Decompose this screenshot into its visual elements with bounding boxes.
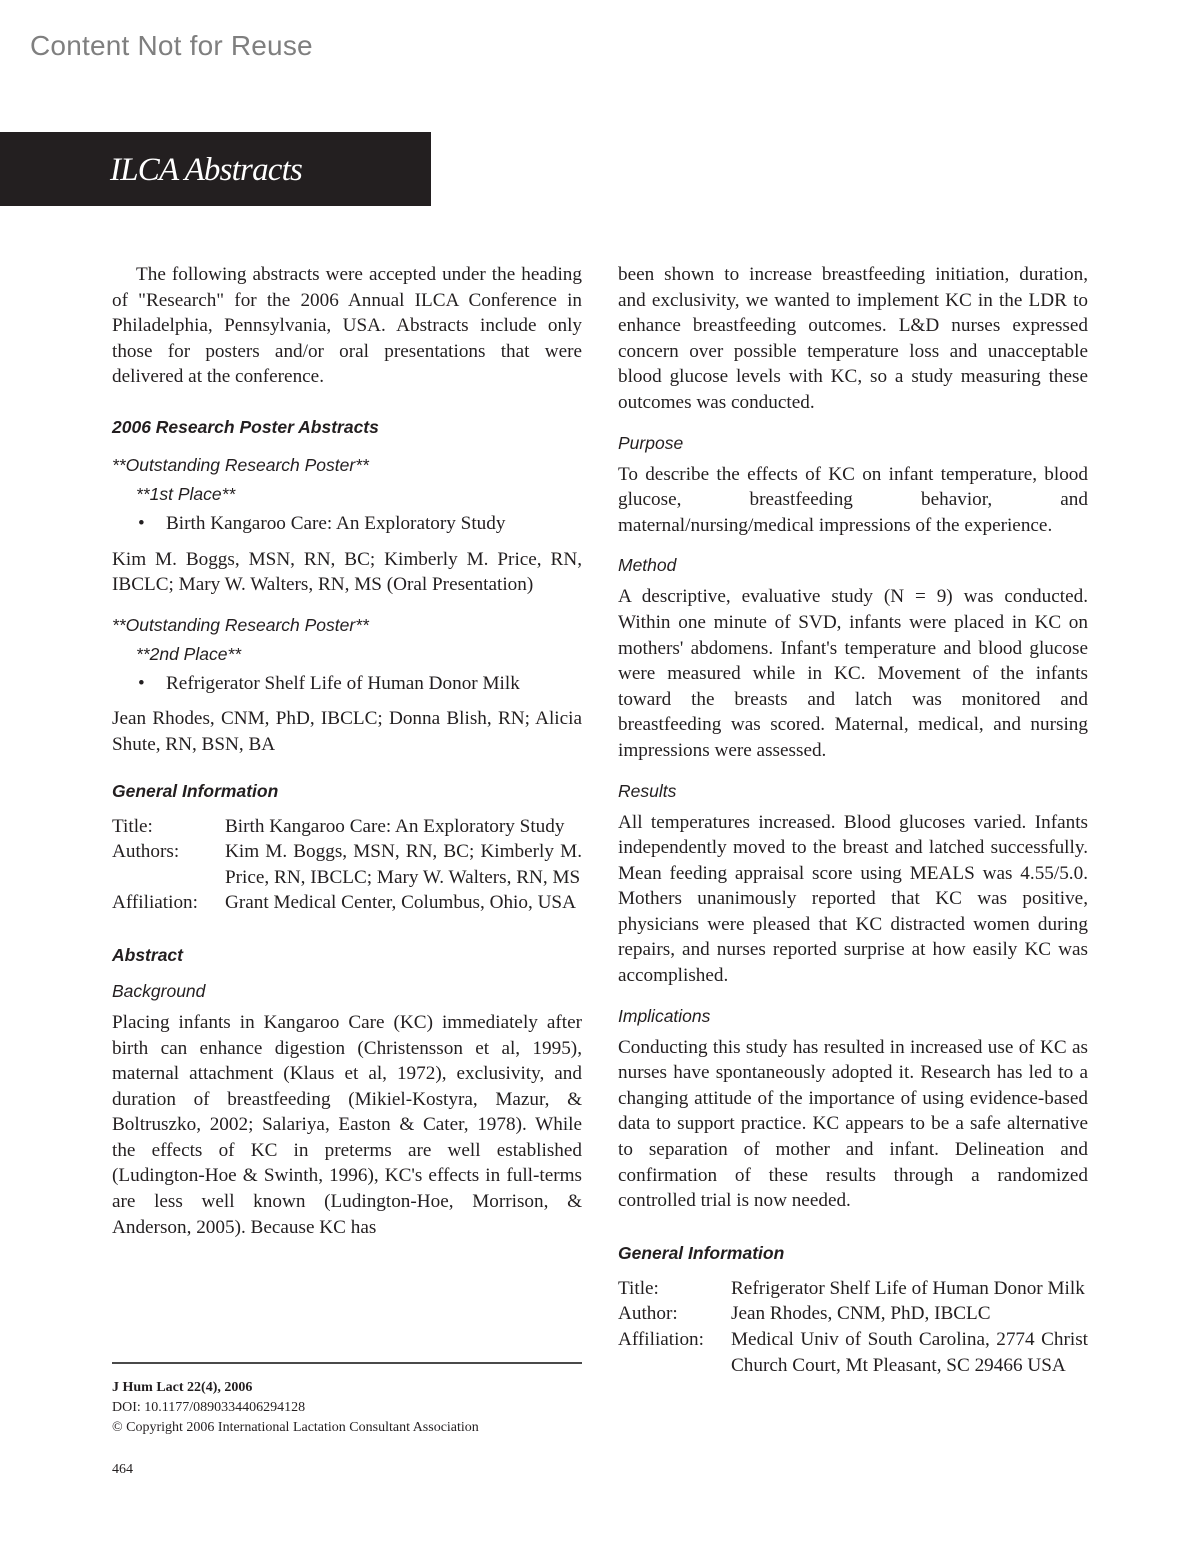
page-number: 464 — [112, 1462, 133, 1477]
info-label: Affiliation: — [618, 1329, 704, 1350]
award-authors: Jean Rhodes, CNM, PhD, IBCLC; Donna Blish, RN; Alicia Shute, RN, BSN, BA — [112, 708, 582, 755]
info-label: Author: — [618, 1303, 678, 1325]
background-paragraph-continued: been shown to increase breastfeeding initiation, duration, and exclusivity, we wanted to implement KC in the LDR to enhance breastfeeding outcomes. L&D nurses expressed concern over possible temperature loss and unacceptable blood glucose levels with KC, so a study measuring these outcomes was conducted. — [618, 264, 1088, 413]
general-info-table — [112, 814, 582, 916]
section-heading: 2006 Research Poster Abstracts — [112, 416, 379, 437]
info-value: Medical Univ of South Carolina, 2774 Christ Church Court, Mt Pleasant, SC 29466 USA — [731, 1329, 1088, 1376]
purpose-paragraph: To describe the effects of KC on infant temperature, blood glucose, breastfeeding behavior, and maternal/nursing/medical impressions of the experience. — [618, 463, 1088, 536]
implications-paragraph: Conducting this study has resulted in increased use of KC as nurses have spontaneously adopted it. Research has led to a changing attitude of the importance of using evidence-based data to support practice. KC appears to be a safe alternative to separation of mother and infant. Delineation and confirmation of these results through a randomized controlled trial is now needed. — [618, 1036, 1088, 1212]
watermark: Content Not for Reuse — [30, 30, 313, 61]
intro-paragraph: The following abstracts were accepted under the heading of "Research" for the 2006 Annual ILCA Conference in Philadelphia, Pennsylvania, USA. Abstracts include only those for posters and/or oral presentations that were delivered at the conference. — [112, 264, 582, 388]
abstract-heading: Abstract — [112, 944, 183, 965]
info-value: Grant Medical Center, Columbus, Ohio, USA — [225, 892, 576, 914]
left-column — [112, 262, 582, 1240]
info-value: Kim M. Boggs, MSN, RN, BC; Kimberly M. Price, RN, IBCLC; Mary W. Walters, RN, MS — [225, 841, 582, 888]
footer — [112, 1378, 479, 1438]
results-heading: Results — [618, 780, 677, 801]
info-label: Title: — [112, 815, 153, 837]
method-paragraph: A descriptive, evaluative study (N = 9) was conducted. Within one minute of SVD, infants were placed in KC on mothers' abdomens. Infant's temperature and blood glucose were measured while in KC. Movement of the infants toward the breasts and latch was monitored and breastfeeding was scored. Maternal, medical, and nursing impressions were assessed. — [618, 586, 1088, 761]
general-info-table — [618, 1276, 1088, 1378]
award-title: Refrigerator Shelf Life of Human Donor Milk — [166, 672, 520, 694]
results-paragraph: All temperatures increased. Blood glucoses varied. Infants independently moved to the breast and latched successfully. Mean feeding appraisal score using MEALS was 4.55/5.0. Mothers unanimously reported that KC was positive, physicians were pleased that KC distracted women during repairs, and nurses reported surprise at how easily KC was accomplished. — [618, 811, 1088, 987]
bullet-icon: • — [138, 672, 145, 694]
copyright: © Copyright 2006 International Lactation Consultant Association — [112, 1420, 479, 1435]
journal-citation: J Hum Lact 22(4), 2006 — [112, 1380, 253, 1395]
background-heading: Background — [112, 980, 206, 1001]
purpose-heading: Purpose — [618, 432, 684, 453]
background-paragraph: Placing infants in Kangaroo Care (KC) immediately after birth can enhance digestion (Christensson et al, 1995), maternal attachment (Klaus et al, 1972), exclusivity, and duration of breastfeeding (Mikiel-Kostyra, Mazur, & Boltruszko, 2002; Salariya, Easton & Cater, 1978). While the effects of KC in preterms are well established (Ludington-Hoe & Swinth, 1996), KC's effects in full-terms are less well known (Ludington-Hoe, Morrison, & Anderson, 2005). Because KC has — [112, 1011, 582, 1238]
info-label: Affiliation: — [112, 892, 198, 914]
page-title: ILCA Abstracts — [110, 152, 303, 188]
bullet-icon: • — [138, 512, 145, 534]
right-column — [618, 262, 1088, 1378]
doi: DOI: 10.1177/0890334406294128 — [112, 1400, 306, 1415]
info-value: Refrigerator Shelf Life of Human Donor Milk — [731, 1277, 1085, 1299]
general-info-heading: General Information — [618, 1242, 785, 1263]
award-category: **Outstanding Research Poster** — [112, 614, 369, 635]
award-title-item — [112, 671, 582, 697]
general-info-heading: General Information — [112, 780, 279, 801]
info-value: Jean Rhodes, CNM, PhD, IBCLC — [731, 1303, 991, 1325]
implications-heading: Implications — [618, 1005, 711, 1026]
info-label: Authors: — [112, 841, 180, 863]
footer-divider — [112, 1362, 582, 1364]
info-value: Birth Kangaroo Care: An Exploratory Study — [225, 815, 565, 837]
award-category: **Outstanding Research Poster** — [112, 454, 369, 475]
award-authors: Kim M. Boggs, MSN, RN, BC; Kimberly M. Price, RN, IBCLC; Mary W. Walters, RN, MS (Oral Presentation) — [112, 548, 582, 596]
info-label: Title: — [618, 1277, 659, 1299]
award-title: Birth Kangaroo Care: An Exploratory Study — [166, 512, 506, 534]
award-place: **1st Place** — [136, 483, 236, 504]
award-title-item — [112, 511, 582, 537]
method-heading: Method — [618, 555, 677, 576]
award-place: **2nd Place** — [136, 643, 242, 664]
